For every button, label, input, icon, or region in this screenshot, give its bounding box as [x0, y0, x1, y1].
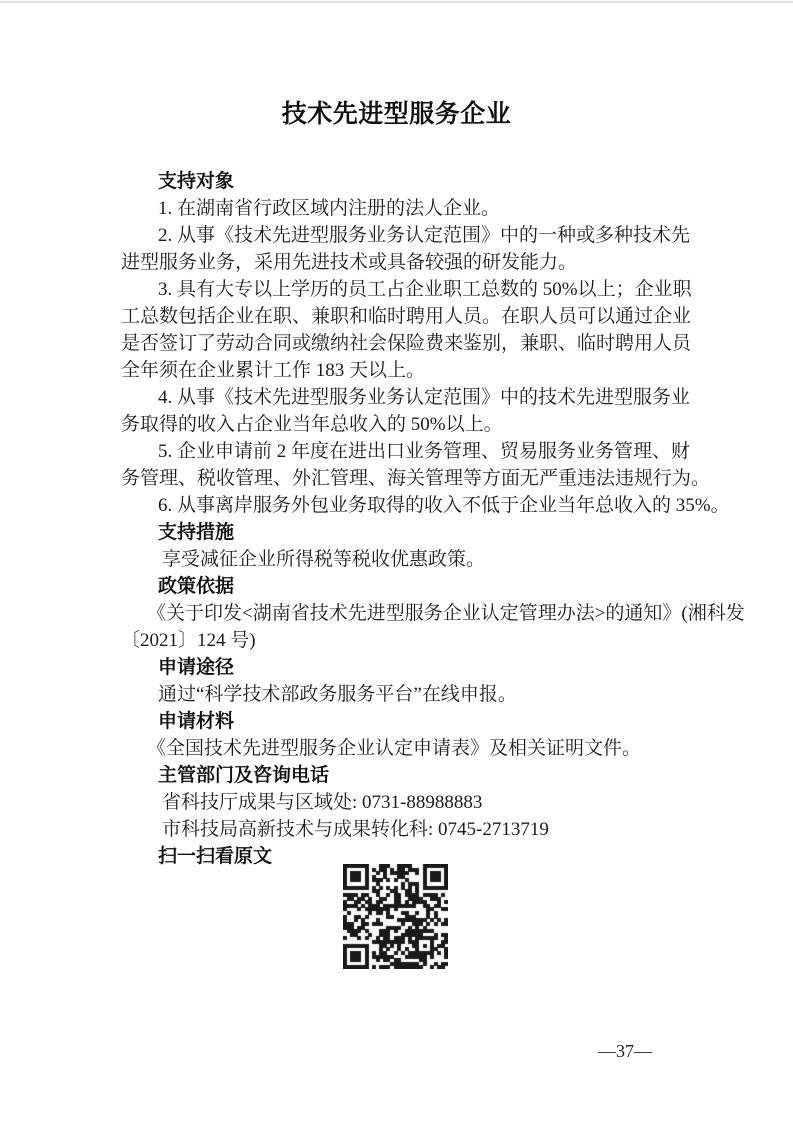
- section-heading: 扫一扫看原文: [158, 846, 273, 867]
- text-line: 是否签订了劳动合同或缴纳社会保险费来鉴别，兼职、临时聘用人员: [121, 333, 692, 354]
- text-line: 1. 在湖南省行政区域内注册的法人企业。: [158, 198, 501, 219]
- text-line: 6. 从事离岸服务外包业务取得的收入不低于企业当年总收入的 35%。: [158, 495, 730, 516]
- text-line: 进型服务业务，采用先进技术或具备较强的研发能力。: [121, 252, 578, 273]
- text-line: 务取得的收入占企业当年总收入的 50%以上。: [121, 414, 503, 435]
- page-title: 技术先进型服务企业: [281, 101, 512, 128]
- section-heading: 支持措施: [158, 522, 235, 543]
- scan-edge-line: [0, 1, 793, 3]
- qr-code: [343, 864, 448, 969]
- text-line: 务管理、税收管理、外汇管理、海关管理等方面无严重违法违规行为。: [121, 468, 711, 489]
- text-line: 享受减征企业所得税等税收优惠政策。: [162, 549, 486, 570]
- section-heading: 申请途径: [158, 657, 235, 678]
- text-line: 2. 从事《技术先进型服务业务认定范围》中的一种或多种技术先: [158, 225, 691, 246]
- page-number: —37—: [598, 1041, 652, 1061]
- text-line: 全年须在企业累计工作 183 天以上。: [121, 360, 426, 381]
- text-line: 《关于印发<湖南省技术先进型服务企业认定管理办法>的通知》(湘科发: [147, 603, 745, 624]
- text-line: 市科技局高新技术与成果转化科: 0745-2713719: [162, 819, 549, 840]
- section-heading: 主管部门及咨询电话: [158, 765, 330, 786]
- document-body: [121, 168, 745, 870]
- text-line: 3. 具有大专以上学历的员工占企业职工总数的 50%以上；企业职: [158, 279, 692, 300]
- text-line: 省科技厅成果与区域处: 0731-88988883: [162, 792, 483, 813]
- text-line: 《全国技术先进型服务企业认定申请表》及相关证明文件。: [147, 738, 642, 759]
- section-heading: 申请材料: [158, 711, 235, 732]
- text-line: 4. 从事《技术先进型服务业务认定范围》中的技术先进型服务业: [158, 387, 691, 408]
- section-heading: 政策依据: [158, 576, 235, 597]
- section-heading: 支持对象: [158, 171, 235, 192]
- text-line: 5. 企业申请前 2 年度在进出口业务管理、贸易服务业务管理、财: [158, 441, 691, 462]
- text-line: 〔2021〕124 号): [121, 630, 256, 651]
- text-line: 通过“科学技术部政务服务平台”在线申报。: [158, 684, 517, 705]
- text-line: 工总数包括企业在职、兼职和临时聘用人员。在职人员可以通过企业: [121, 306, 692, 327]
